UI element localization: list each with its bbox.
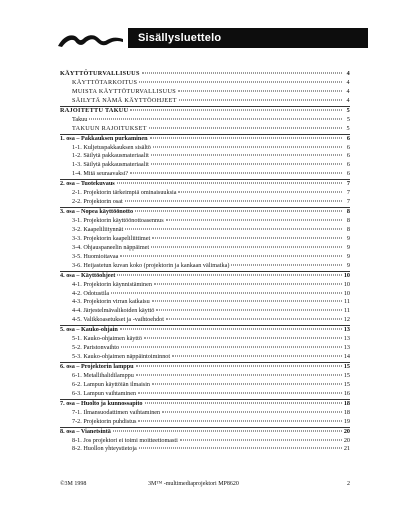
toc-entry-page: 13 (343, 335, 350, 343)
toc-leader-dots (138, 420, 341, 421)
toc-entry[interactable] (60, 326, 350, 335)
toc-entry[interactable] (60, 437, 350, 446)
toc-entry-page: 8 (346, 208, 350, 216)
toc-leader-dots (117, 183, 342, 184)
toc-leader-dots (139, 81, 342, 82)
toc-leader-dots (130, 109, 342, 110)
footer-product: 3M™ -multimediaprojektori MP8620 (148, 481, 239, 487)
toc-leader-dots (231, 264, 342, 265)
toc-leader-dots (166, 220, 342, 221)
toc-leader-dots (149, 127, 342, 128)
toc-entry[interactable] (60, 428, 350, 437)
toc-entry-title: 8-1. Jos projektori ei toimi moitteettomasti (72, 436, 178, 444)
toc-entry[interactable] (60, 253, 350, 262)
toc-entry-page: 10 (343, 289, 350, 297)
toc-entry-title: 6-1. Metallihalidilamppu (72, 371, 134, 379)
toc-entry-title: SÄILYTÄ NÄMÄ KÄYTTÖOHJEET (72, 96, 177, 104)
toc-entry-page: 6 (346, 152, 350, 160)
toc-leader-dots (136, 366, 342, 367)
toc-entry[interactable] (60, 144, 350, 153)
toc-entry-page: 11 (344, 298, 350, 306)
toc-entry[interactable] (60, 344, 350, 353)
toc-leader-dots (120, 329, 342, 330)
toc-leader-dots (121, 347, 342, 348)
toc-entry-title: 1-2. Säilytä pakkausmateriaalit (72, 152, 149, 160)
toc-entry-page: 9 (346, 243, 350, 251)
toc-entry-page: 6 (346, 161, 350, 169)
toc-entry[interactable] (60, 390, 350, 399)
toc-entry-title: KÄYTTÖTARKOITUS (72, 78, 138, 86)
toc-leader-dots (111, 292, 342, 293)
toc-entry-page: 18 (343, 399, 350, 407)
toc-entry[interactable] (60, 125, 350, 134)
toc-leader-dots (172, 356, 342, 357)
toc-entry-page: 14 (343, 353, 350, 361)
toc-entry-page: 4 (346, 70, 350, 77)
toc-entry-page: 4 (346, 96, 350, 104)
toc-entry-page: 5 (346, 124, 350, 132)
toc-entry[interactable] (60, 208, 350, 217)
toc-entry[interactable] (60, 226, 350, 235)
toc-leader-dots (136, 374, 342, 375)
toc-entry-page: 6 (346, 170, 350, 178)
toc-leader-dots (113, 430, 342, 431)
toc-entry[interactable] (60, 381, 350, 390)
toc-entry-title: 7. osa – Huolto ja kunnossapito (60, 399, 143, 407)
table-of-contents (60, 70, 350, 454)
3m-logo (57, 31, 125, 49)
toc-leader-dots (166, 319, 342, 320)
toc-entry-page: 7 (346, 189, 350, 197)
toc-entry-page: 8 (346, 225, 350, 233)
toc-entry-title: 3-4. Ohjauspaneelin näppäimet (72, 243, 150, 251)
toc-entry[interactable] (60, 135, 350, 144)
page-title: Sisällysluettelo (138, 32, 222, 44)
toc-entry-title: 3-3. Projektorin kaapeliliittimet (72, 234, 151, 242)
toc-entry-page: 8 (346, 217, 350, 224)
toc-entry-title: KÄYTTÖTURVALLISUUS (60, 70, 140, 77)
toc-entry-title: 3. osa – Nopea käyttöönotto (60, 208, 134, 216)
toc-leader-dots (120, 255, 342, 256)
toc-entry-title: 4-5. Valikkoasetukset ja -vaihtoehdot (72, 316, 164, 324)
toc-entry-page: 15 (343, 371, 350, 379)
toc-entry-title: 1. osa – Pakkauksen purkaminen (60, 134, 148, 142)
toc-entry[interactable] (60, 198, 350, 207)
toc-entry-page: 13 (343, 344, 350, 352)
toc-entry-page: 15 (343, 380, 350, 388)
footer-copyright: ©3M 1998 (60, 481, 87, 487)
toc-entry[interactable] (60, 244, 350, 253)
toc-leader-dots (117, 274, 341, 275)
toc-entry-title: TAKUUN RAJOITUKSET (72, 124, 147, 132)
toc-leader-dots (145, 402, 342, 403)
toc-entry-title: 8-2. Huollon yhteystietoja (72, 445, 137, 453)
toc-entry-page: 9 (346, 261, 350, 269)
toc-entry-title: MUISTA KÄYTTÖTURVALLISUUS (72, 87, 177, 95)
toc-leader-dots (144, 338, 342, 339)
toc-entry-title: 8. osa – Vianetsintä (60, 427, 111, 435)
toc-entry[interactable] (60, 180, 350, 189)
toc-entry-page: 19 (343, 417, 350, 425)
toc-entry-page: 16 (343, 389, 350, 397)
toc-entry-page: 20 (343, 436, 350, 444)
toc-leader-dots (135, 211, 342, 212)
toc-entry[interactable] (60, 272, 350, 281)
toc-entry[interactable] (60, 189, 350, 198)
toc-entry-page: 13 (343, 326, 350, 334)
toc-entry-title: 4. osa – Käyttöohjeet (60, 271, 116, 279)
toc-entry[interactable] (60, 363, 350, 372)
toc-entry[interactable] (60, 316, 350, 325)
toc-entry[interactable] (60, 418, 350, 427)
toc-leader-dots (130, 173, 342, 174)
toc-entry-title: 2-2. Projektorin osat (72, 198, 123, 206)
toc-entry-title: 5-2. Paristonvaihto (72, 344, 120, 352)
toc-leader-dots (125, 228, 342, 229)
toc-leader-dots (154, 283, 342, 284)
toc-entry-title: 5-3. Kauko-ohjaimen näppäintoiminnot (72, 353, 171, 361)
toc-entry-page: 5 (346, 115, 350, 123)
toc-entry-title: 1-1. Kuljetuspakkauksen sisältö (72, 143, 151, 151)
toc-entry-title: 4-4. Järjestelmävalikoiden käyttö (72, 307, 155, 315)
toc-entry[interactable] (60, 161, 350, 170)
toc-leader-dots (151, 155, 342, 156)
toc-leader-dots (151, 164, 342, 165)
toc-leader-dots (139, 448, 342, 449)
toc-entry[interactable] (60, 445, 350, 454)
toc-leader-dots (125, 201, 342, 202)
toc-entry-title: 5-1. Kauko-ohjaimen käyttö (72, 335, 142, 343)
toc-entry-title: 3-1. Projektorin käyttöönottoasennus (72, 217, 164, 224)
toc-leader-dots (152, 237, 342, 238)
toc-entry-page: 10 (343, 280, 350, 288)
toc-entry-page: 10 (343, 271, 350, 279)
toc-leader-dots (156, 310, 342, 311)
header-bar (128, 28, 368, 48)
toc-entry-title: 2-1. Projektorin tärkeimpiä ominaisuuksia (72, 189, 177, 197)
toc-entry-page: 9 (346, 252, 350, 260)
toc-entry-title: 7-2. Projektorin puhdistus (72, 417, 137, 425)
toc-entry-title: 2. osa – Tuotekuvaus (60, 180, 115, 188)
toc-entry[interactable] (60, 262, 350, 271)
toc-entry[interactable] (60, 307, 350, 316)
page-footer (60, 481, 350, 487)
toc-entry-title: 6-3. Lampun vaihtaminen (72, 389, 137, 397)
toc-leader-dots (138, 392, 342, 393)
toc-leader-dots (179, 99, 342, 100)
toc-entry[interactable] (60, 298, 350, 307)
toc-entry-page: 9 (346, 234, 350, 242)
toc-entry[interactable] (60, 409, 350, 418)
toc-entry-page: 4 (346, 87, 350, 95)
toc-entry[interactable] (60, 400, 350, 409)
toc-entry[interactable] (60, 107, 350, 116)
toc-entry[interactable] (60, 97, 350, 106)
toc-entry[interactable] (60, 372, 350, 381)
toc-entry-title: 3-5. Huomioitavaa (72, 252, 119, 260)
toc-entry-title: 5. osa – Kauko-ohjain (60, 326, 118, 334)
toc-entry-title: 1-4. Mitä seuraavaksi? (72, 170, 129, 178)
toc-entry-page: 6 (346, 143, 350, 151)
toc-entry[interactable] (60, 170, 350, 179)
toc-entry[interactable] (60, 235, 350, 244)
toc-leader-dots (180, 439, 342, 440)
toc-leader-dots (152, 301, 342, 302)
toc-entry[interactable] (60, 281, 350, 290)
toc-entry[interactable] (60, 335, 350, 344)
toc-leader-dots (178, 192, 342, 193)
toc-entry[interactable] (60, 217, 350, 226)
toc-entry-page: 5 (346, 106, 350, 114)
toc-entry-page: 21 (343, 445, 350, 453)
toc-entry-title: 1-3. Säilytä pakkausmateriaalit (72, 161, 149, 169)
toc-leader-dots (178, 90, 342, 91)
toc-entry-title: 4-1. Projektorin käynnistäminen (72, 280, 152, 288)
toc-entry-title: 6-2. Lampun käyttöiän ilmaisin (72, 380, 151, 388)
toc-entry[interactable] (60, 88, 350, 97)
toc-entry-title: Takuu (72, 115, 88, 123)
toc-leader-dots (89, 118, 342, 119)
toc-leader-dots (162, 411, 342, 412)
toc-entry-title: 3-6. Heijastetun kuvan koko (projektorin ja kankaan välimatka) (72, 261, 230, 269)
toc-entry[interactable] (60, 79, 350, 88)
toc-leader-dots (153, 146, 342, 147)
toc-leader-dots (150, 137, 342, 138)
toc-entry-page: 6 (346, 134, 350, 142)
toc-entry-title: 4-3. Projektorin virran katkaisu (72, 298, 150, 306)
toc-entry-page: 18 (343, 408, 350, 416)
footer-page-number: 2 (347, 481, 350, 487)
toc-entry-title: 7-1. Ilmansuodattimen vaihtaminen (72, 408, 161, 416)
toc-entry-page: 7 (346, 198, 350, 206)
toc-entry-title: 3-2. Kaapeliliitynnät (72, 225, 124, 233)
toc-entry-title: RAJOITETTU TAKUU (60, 106, 129, 114)
toc-leader-dots (142, 73, 342, 74)
toc-entry-page: 12 (343, 316, 350, 324)
toc-entry-title: 4-2. Odotustila (72, 289, 110, 297)
toc-entry-page: 15 (343, 363, 350, 370)
toc-entry[interactable] (60, 70, 350, 79)
toc-entry[interactable] (60, 116, 350, 125)
toc-entry-page: 20 (343, 427, 350, 435)
toc-leader-dots (151, 246, 342, 247)
toc-leader-dots (152, 383, 342, 384)
toc-entry-page: 11 (344, 307, 350, 315)
toc-entry-page: 7 (346, 180, 350, 188)
toc-entry[interactable] (60, 353, 350, 362)
toc-entry-title: 6. osa – Projektorin lamppu (60, 363, 134, 370)
toc-entry[interactable] (60, 290, 350, 299)
toc-entry[interactable] (60, 152, 350, 161)
toc-entry-page: 4 (346, 78, 350, 86)
